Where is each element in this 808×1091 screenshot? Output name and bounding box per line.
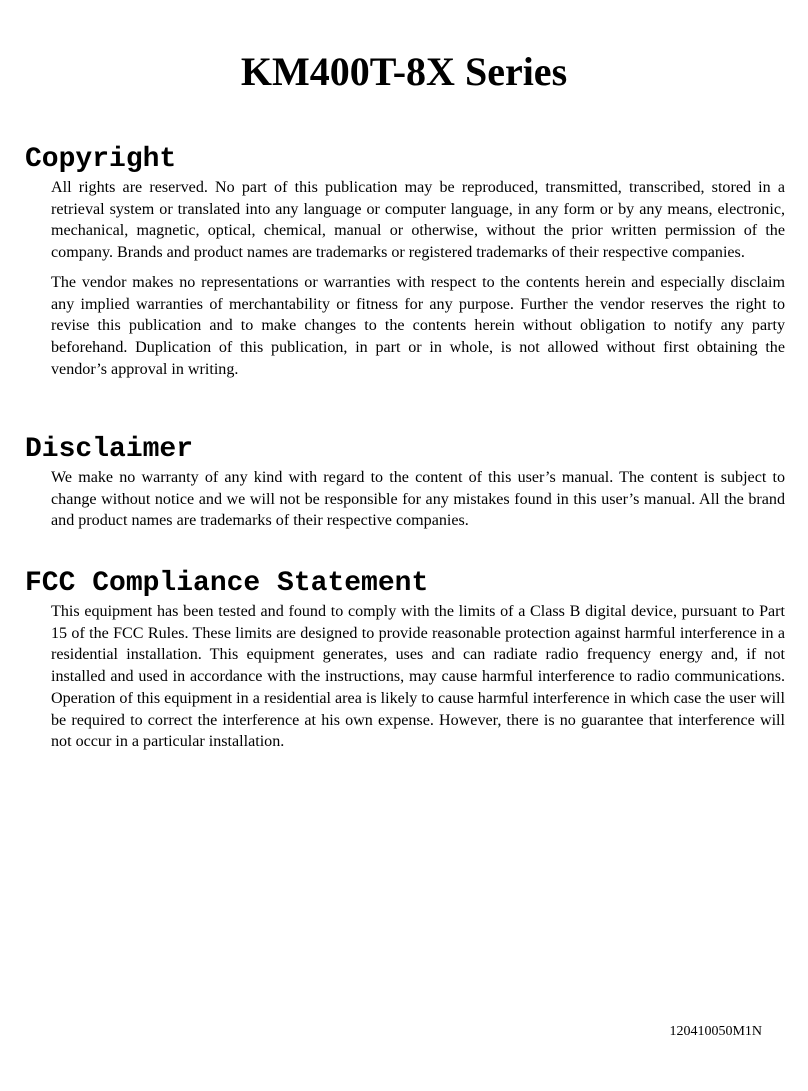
copyright-paragraph-1: All rights are reserved. No part of this publication may be reproduced, transmitted, transcribed, stored in a retrieval system or translated into any language or computer language, in any form or by any means, electronic, mechanical, magnetic, optical, chemical, manual or otherwise, without the prior written permission of the company. Brands and product names are trademarks or registered trademarks of their respective companies. [51,179,785,262]
fcc-paragraph: This equipment has been tested and found to comply with the limits of a Class B digital device, pursuant to Part 15 of the FCC Rules. These limits are designed to provide reasonable protection against harmful interference in a residential installation. This equipment generates, uses and can radiate radio frequency energy and, if not installed and used in accordance with the instructions, may cause harmful interference to radio communications. Operation of this equipment in a residential area is likely to cause harmful interference in which case the user will be required to correct the interference at his own expense. However, there is no guarantee that interference will not occur in a particular installation. [51,603,785,751]
page-title: KM400T-8X Series [240,49,568,94]
copyright-section [25,145,785,388]
copyright-paragraph-2: The vendor makes no representations or warranties with respect to the contents herein and especially disclaim any implied warranties of merchantability or fitness for any purpose. Further the vendor reserves the right to revise this publication and to make changes to the contents herein without obligation to notify any party beforehand. Duplication of this publication, in part or in whole, is not allowed without first obtaining the vendor’s approval in writing. [51,273,785,378]
fcc-section [25,569,785,761]
disclaimer-paragraph: We make no warranty of any kind with regard to the content of this user’s manual. The content is subject to change without notice and we will not be responsible for any mistakes found in this user’s manual. All the brand and product names are trademarks of their respective companies. [51,469,785,530]
document-code: 120410050M1N [669,1024,762,1039]
disclaimer-heading: Disclaimer [25,434,194,465]
fcc-heading: FCC Compliance Statement [25,568,429,599]
disclaimer-section [25,435,785,540]
copyright-heading: Copyright [25,144,177,175]
